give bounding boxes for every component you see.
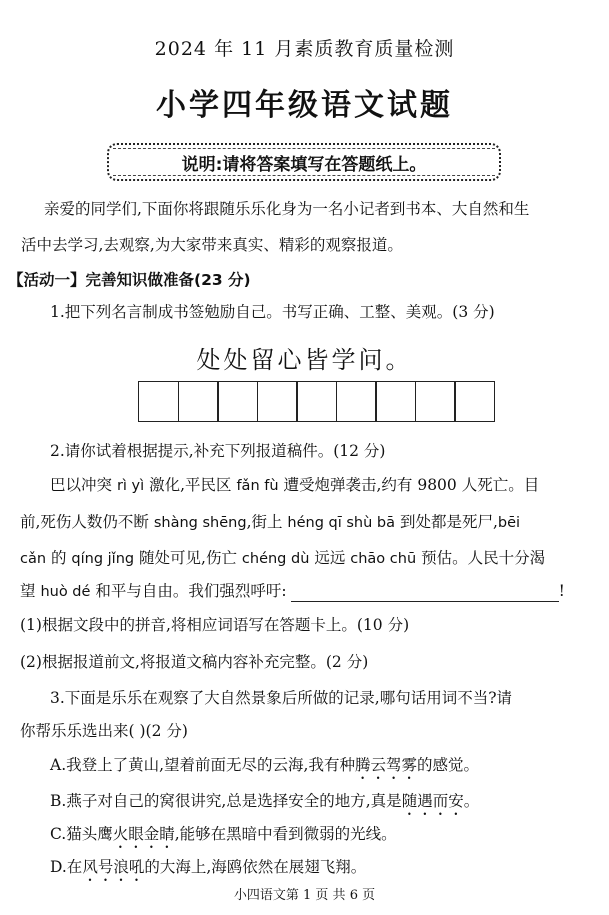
writing-box[interactable] (257, 381, 298, 422)
writing-box[interactable] (415, 381, 456, 422)
pinyin: chéng dù (241, 551, 310, 567)
passage-text: ,街上 (246, 513, 288, 531)
activity-1-heading: 【活动一】完善知识做准备(23 分) (8, 271, 251, 289)
pinyin: huò dé (40, 584, 91, 600)
exam-title: 2024 年 11 月素质教育质量检测 (154, 38, 455, 60)
passage-text: ! (558, 582, 565, 600)
writing-box[interactable] (178, 381, 219, 422)
option-text: D.在 (50, 858, 83, 876)
option-text: 的感觉。 (417, 756, 480, 774)
question-1-text: 1.把下列名言制成书签勉励自己。书写正确、工整、美观。(3 分) (50, 303, 495, 321)
intro-line-2: 活中去学习,去观察,为大家带来真实、精彩的观察报道。 (21, 236, 403, 254)
writing-box[interactable] (375, 381, 416, 422)
pinyin: qíng jǐng (71, 551, 135, 567)
notice-text: 说明:请将答案填写在答题纸上。 (181, 154, 427, 175)
pinyin: héng qī shù bā (287, 515, 396, 531)
passage-line-2 (20, 512, 520, 533)
writing-box[interactable] (454, 381, 495, 422)
passage-text: 到处都是死尸, (395, 513, 498, 531)
answer-blank[interactable] (291, 585, 559, 602)
emphasized-idiom: 风号浪吼 (82, 858, 145, 876)
option-text: A.我登上了黄山,望着前面无尽的云海,我有种 (50, 756, 355, 774)
option-b[interactable] (50, 791, 479, 819)
intro-line-1: 亲爱的同学们,下面你将跟随乐乐化身为一名小记者到书本、大自然和生 (44, 200, 530, 218)
page-footer: 小四语文第 1 页 共 6 页 (233, 888, 376, 903)
writing-box[interactable] (336, 381, 377, 422)
option-text: C.猫头鹰 (50, 825, 113, 843)
passage-line-3 (20, 548, 545, 569)
option-text: ,能够在黑暗中看到微弱的光线。 (174, 825, 397, 843)
notice-box (107, 143, 501, 181)
emphasized-idiom: 腾云驾雾 (354, 756, 417, 774)
page-title: 小学四年级语文试题 (156, 88, 453, 123)
writing-box[interactable] (138, 381, 179, 422)
option-text: B.燕子对自己的窝很讲究,总是选择安全的地方,真是 (50, 792, 402, 810)
sub-question-2: (2)根据报道前文,将报道文稿内容补充完整。(2 分) (20, 653, 369, 671)
option-text: 。 (463, 792, 480, 810)
passage-text: 的 (46, 549, 72, 567)
passage-text: 遭受炮弹袭击,约有 9800 人死亡。目 (278, 476, 540, 494)
passage-text: 随处可见,伤亡 (134, 549, 242, 567)
pinyin: rì yì (116, 478, 145, 494)
question-2-text: 2.请你试着根据提示,补充下列报道稿件。(12 分) (50, 442, 386, 460)
passage-text: 巴以冲突 (50, 476, 117, 494)
pinyin: bēi (497, 515, 521, 531)
motto-text: 处处留心皆学问。 (196, 346, 413, 374)
question-3-line-1: 3.下面是乐乐在观察了大自然景象后所做的记录,哪句话用词不当?请 (50, 689, 513, 707)
emphasized-idiom: 火眼金睛 (112, 825, 175, 843)
option-d[interactable] (50, 857, 366, 885)
option-a[interactable] (50, 755, 479, 783)
emphasized-idiom: 随遇而安 (401, 792, 464, 810)
passage-text: 前,死伤人数仍不断 (20, 513, 154, 531)
sub-question-1: (1)根据文段中的拼音,将相应词语写在答题卡上。(10 分) (20, 616, 410, 634)
writing-box[interactable] (217, 381, 258, 422)
pinyin: shàng shēng (153, 515, 247, 531)
option-text: 的大海上,海鸥依然在展翅飞翔。 (144, 858, 367, 876)
passage-text: 激化,平民区 (144, 476, 237, 494)
pinyin: cǎn (20, 551, 47, 567)
writing-box[interactable] (296, 381, 337, 422)
passage-text: 望 (20, 582, 41, 600)
passage-line-1 (50, 475, 539, 496)
option-c[interactable] (50, 824, 397, 852)
question-3-line-2: 你帮乐乐选出来( )(2 分) (20, 722, 188, 740)
passage-text: 预估。人民十分渴 (416, 549, 546, 567)
writing-grid[interactable] (138, 381, 495, 422)
pinyin: chāo chū (350, 551, 417, 567)
passage-line-4 (20, 581, 565, 602)
pinyin: fǎn fù (236, 478, 279, 494)
passage-text: 远远 (309, 549, 351, 567)
passage-text: 和平与自由。我们强烈呼吁: (90, 582, 287, 600)
